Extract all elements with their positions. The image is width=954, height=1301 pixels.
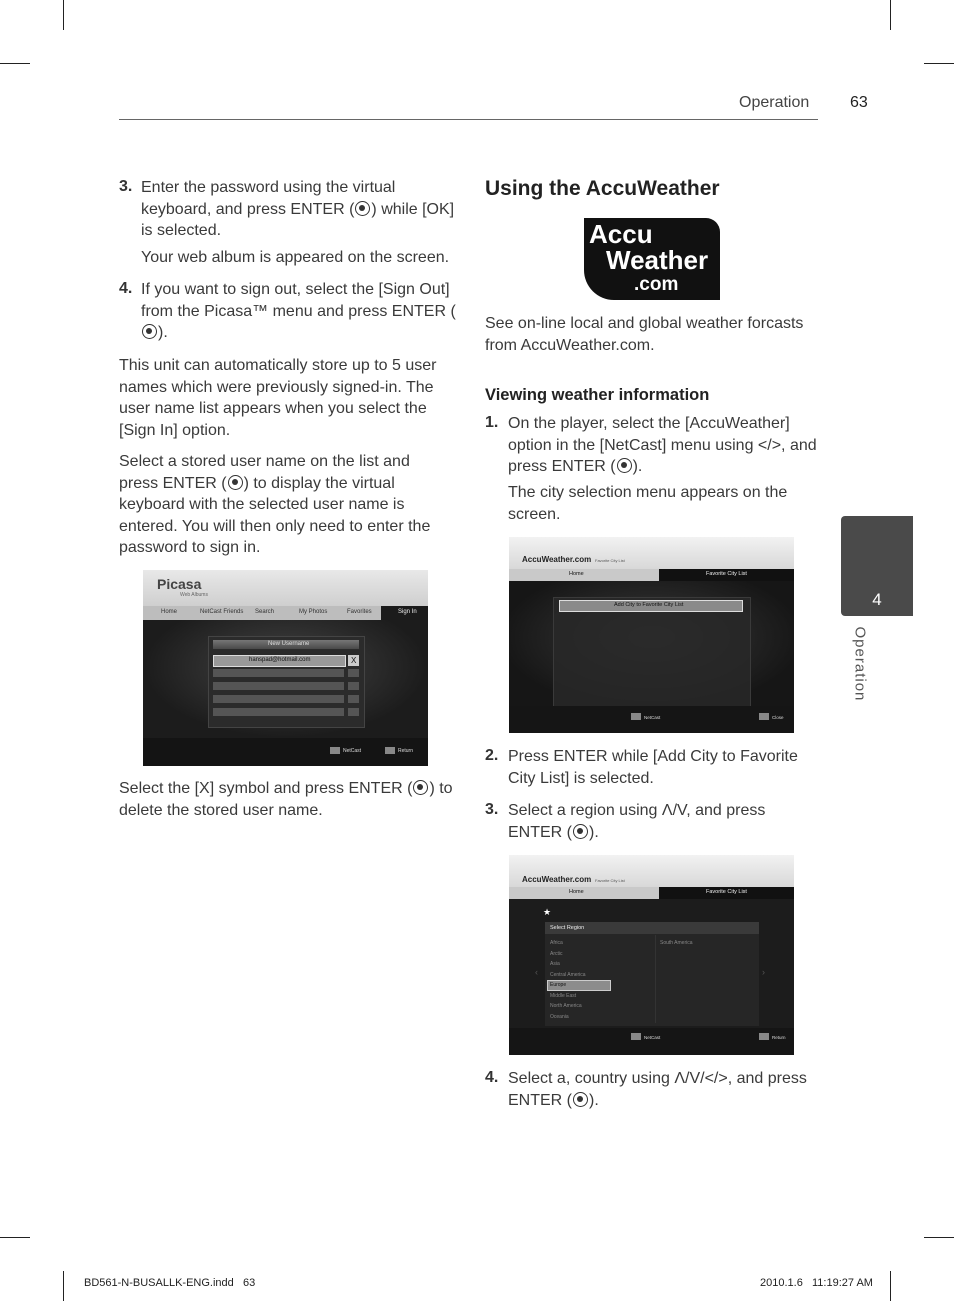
region-item[interactable]: Asia: [550, 961, 560, 967]
weather-tab-home-bg: [509, 887, 659, 899]
step-text-part: On the player, select the [AccuWeather] option in the [NetCast] menu using </>, and press ENTER (: [508, 415, 817, 475]
weather-header: [509, 537, 794, 569]
paragraph: [119, 451, 453, 559]
crop-mark: [63, 0, 64, 30]
delete-symbol: X: [351, 656, 357, 665]
chevron-right-icon[interactable]: ›: [762, 967, 765, 977]
new-username-label: New Username: [268, 641, 310, 647]
step-text: [508, 413, 818, 478]
page-number: 63: [850, 94, 868, 111]
tab-favorite-city-list[interactable]: Favorite City List: [706, 571, 747, 577]
intro-text: See on-line local and global weather forcasts from AccuWeather.com.: [485, 315, 804, 354]
weather-brand: AccuWeather.com: [522, 875, 592, 884]
footer-close[interactable]: Close: [772, 715, 784, 720]
region-item-selected[interactable]: Europe: [550, 982, 567, 988]
crop-mark: [0, 1237, 30, 1238]
step-text-part: ).: [589, 823, 599, 841]
add-city-label: Add City to Favorite City List: [614, 602, 684, 608]
tab-netcast-friends[interactable]: NetCast Friends: [200, 609, 244, 615]
crop-mark: [63, 1271, 64, 1301]
weather-tab-home-bg: [509, 569, 659, 581]
step-number: 1.: [485, 414, 499, 431]
return-key-icon: [385, 747, 395, 754]
tab-sign-in[interactable]: Sign In: [398, 609, 417, 615]
step-text-part: Select a region using Λ/V, and press ENTER (: [508, 802, 766, 841]
step-text-part: ).: [589, 1091, 599, 1109]
weather-subtitle: Favorite City List: [595, 558, 625, 563]
step-text-part: ).: [158, 324, 168, 341]
weather-screenshot-1: [509, 537, 794, 733]
region-divider: [655, 935, 656, 1023]
picasa-logo: Picasa: [157, 576, 202, 592]
paragraph-part: ) to delete the stored user name.: [119, 780, 453, 819]
step-number: 4.: [119, 280, 133, 297]
paragraph-part: ) to display the virtual keyboard with the selected user name is entered. You will then only need to enter the password to sign in.: [119, 474, 431, 556]
chapter-label-wrap: [850, 628, 870, 708]
step-text-part: If you want to sign out, select the [Sign Out] from the Picasa™ menu and press ENTER (: [141, 281, 456, 320]
step-number: 3.: [485, 801, 499, 818]
paragraph-part: Select the [X] symbol and press ENTER (: [119, 780, 413, 797]
empty-user-row[interactable]: [213, 708, 344, 716]
paragraph-part: Select a stored user name on the list and press ENTER (: [119, 453, 410, 492]
header-section: Operation: [739, 94, 810, 111]
picasa-screenshot: [143, 570, 428, 766]
close-key-icon: [759, 713, 769, 720]
chapter-tab: [841, 516, 913, 616]
footer-netcast[interactable]: NetCast: [343, 748, 362, 754]
tab-favorite-city-list[interactable]: Favorite City List: [706, 889, 747, 895]
weather-screenshot-2: [509, 855, 794, 1055]
tab-home[interactable]: Home: [569, 571, 584, 577]
accuweather-logo: [584, 218, 720, 300]
empty-user-x[interactable]: [348, 708, 359, 716]
tab-my-photos[interactable]: My Photos: [299, 609, 328, 615]
step-text: Press ENTER while [Add City to Favorite City List] is selected.: [508, 748, 798, 787]
region-item[interactable]: Arctic: [550, 950, 563, 957]
step-note: The city selection menu appears on the screen.: [508, 484, 788, 523]
step-text-part: Select a, country using Λ/V/</>, and press ENTER (: [508, 1070, 807, 1109]
enter-button-icon: [413, 780, 428, 795]
empty-user-x[interactable]: [348, 682, 359, 690]
city-panel: [553, 597, 751, 709]
weather-brand: AccuWeather.com: [522, 555, 592, 564]
step-text: [141, 279, 456, 344]
step-number: 4.: [485, 1069, 499, 1086]
enter-button-icon: [617, 458, 632, 473]
enter-button-icon: [228, 475, 243, 490]
select-region-title: Select Region: [550, 925, 585, 931]
crop-mark: [0, 63, 30, 64]
step-number: 2.: [485, 747, 499, 764]
step-note: Your web album is appeared on the screen.: [141, 249, 450, 266]
logo-line3: .com: [634, 274, 679, 295]
region-item[interactable]: North America: [550, 1003, 582, 1009]
footer-return[interactable]: Return: [772, 1035, 786, 1040]
enter-button-icon: [355, 201, 370, 216]
footer-file: BD561-N-BUSALLK-ENG.indd 63: [84, 1277, 256, 1289]
crop-mark: [890, 1271, 891, 1301]
footer-return[interactable]: Return: [398, 748, 414, 754]
step-text: [508, 1068, 823, 1111]
region-item[interactable]: Central America: [550, 971, 586, 978]
weather-footer: [509, 1028, 794, 1055]
empty-user-row[interactable]: [213, 682, 344, 690]
empty-user-row[interactable]: [213, 669, 344, 677]
footer-timestamp: 2010.1.6 11:19:27 AM: [760, 1277, 873, 1289]
subheading: Viewing weather information: [485, 386, 710, 404]
crop-mark: [924, 1237, 954, 1238]
step-text: [508, 800, 818, 843]
step-text-part: Enter the password using the virtual keyboard, and press ENTER (: [141, 179, 396, 218]
logo-line1: Accu: [589, 219, 653, 249]
paragraph: This unit can automatically store up to 5 user names which were previously signed-in. The user name list appears when you select the [Sign In] option.: [119, 357, 437, 439]
chapter-number: 4: [872, 590, 882, 609]
region-item[interactable]: Oceania: [550, 1013, 569, 1020]
footer-netcast[interactable]: NetCast: [644, 715, 661, 720]
chevron-left-icon[interactable]: ‹: [535, 967, 538, 977]
section-heading: Using the AccuWeather: [485, 177, 720, 200]
header-rule: [119, 119, 818, 120]
picasa-logo-sub: Web Albums: [180, 592, 208, 598]
tab-home[interactable]: Home: [569, 889, 584, 895]
crop-mark: [890, 0, 891, 30]
step-text: [141, 177, 456, 242]
netcast-key-icon: [631, 713, 641, 720]
region-item[interactable]: Middle East: [550, 992, 577, 999]
logo-line2: Weather: [606, 245, 709, 275]
empty-user-x[interactable]: [348, 669, 359, 677]
footer-netcast[interactable]: NetCast: [644, 1035, 661, 1040]
tab-home[interactable]: Home: [161, 609, 178, 615]
step-text-part: ) while [OK] is selected.: [141, 200, 455, 239]
weather-subtitle: Favorite City List: [595, 878, 625, 883]
chapter-label: Operation: [851, 626, 869, 702]
paragraph: [119, 778, 453, 821]
netcast-key-icon: [631, 1033, 641, 1040]
enter-button-icon: [573, 824, 588, 839]
stored-user-label: hanspad@hotmail.com: [249, 657, 311, 663]
region-item[interactable]: Africa: [550, 940, 563, 946]
region-item[interactable]: South America: [660, 940, 693, 946]
favorite-star-icon: ★: [543, 907, 552, 917]
tab-search[interactable]: Search: [255, 609, 275, 615]
tab-favorites[interactable]: Favorites: [347, 609, 372, 615]
step-text-part: ).: [632, 458, 643, 475]
netcast-key-icon: [330, 747, 340, 754]
empty-user-x[interactable]: [348, 695, 359, 703]
enter-button-icon: [142, 324, 157, 339]
crop-mark: [924, 63, 954, 64]
empty-user-row[interactable]: [213, 695, 344, 703]
step-number: 3.: [119, 178, 133, 195]
enter-button-icon: [573, 1092, 588, 1107]
return-key-icon: [759, 1033, 769, 1040]
